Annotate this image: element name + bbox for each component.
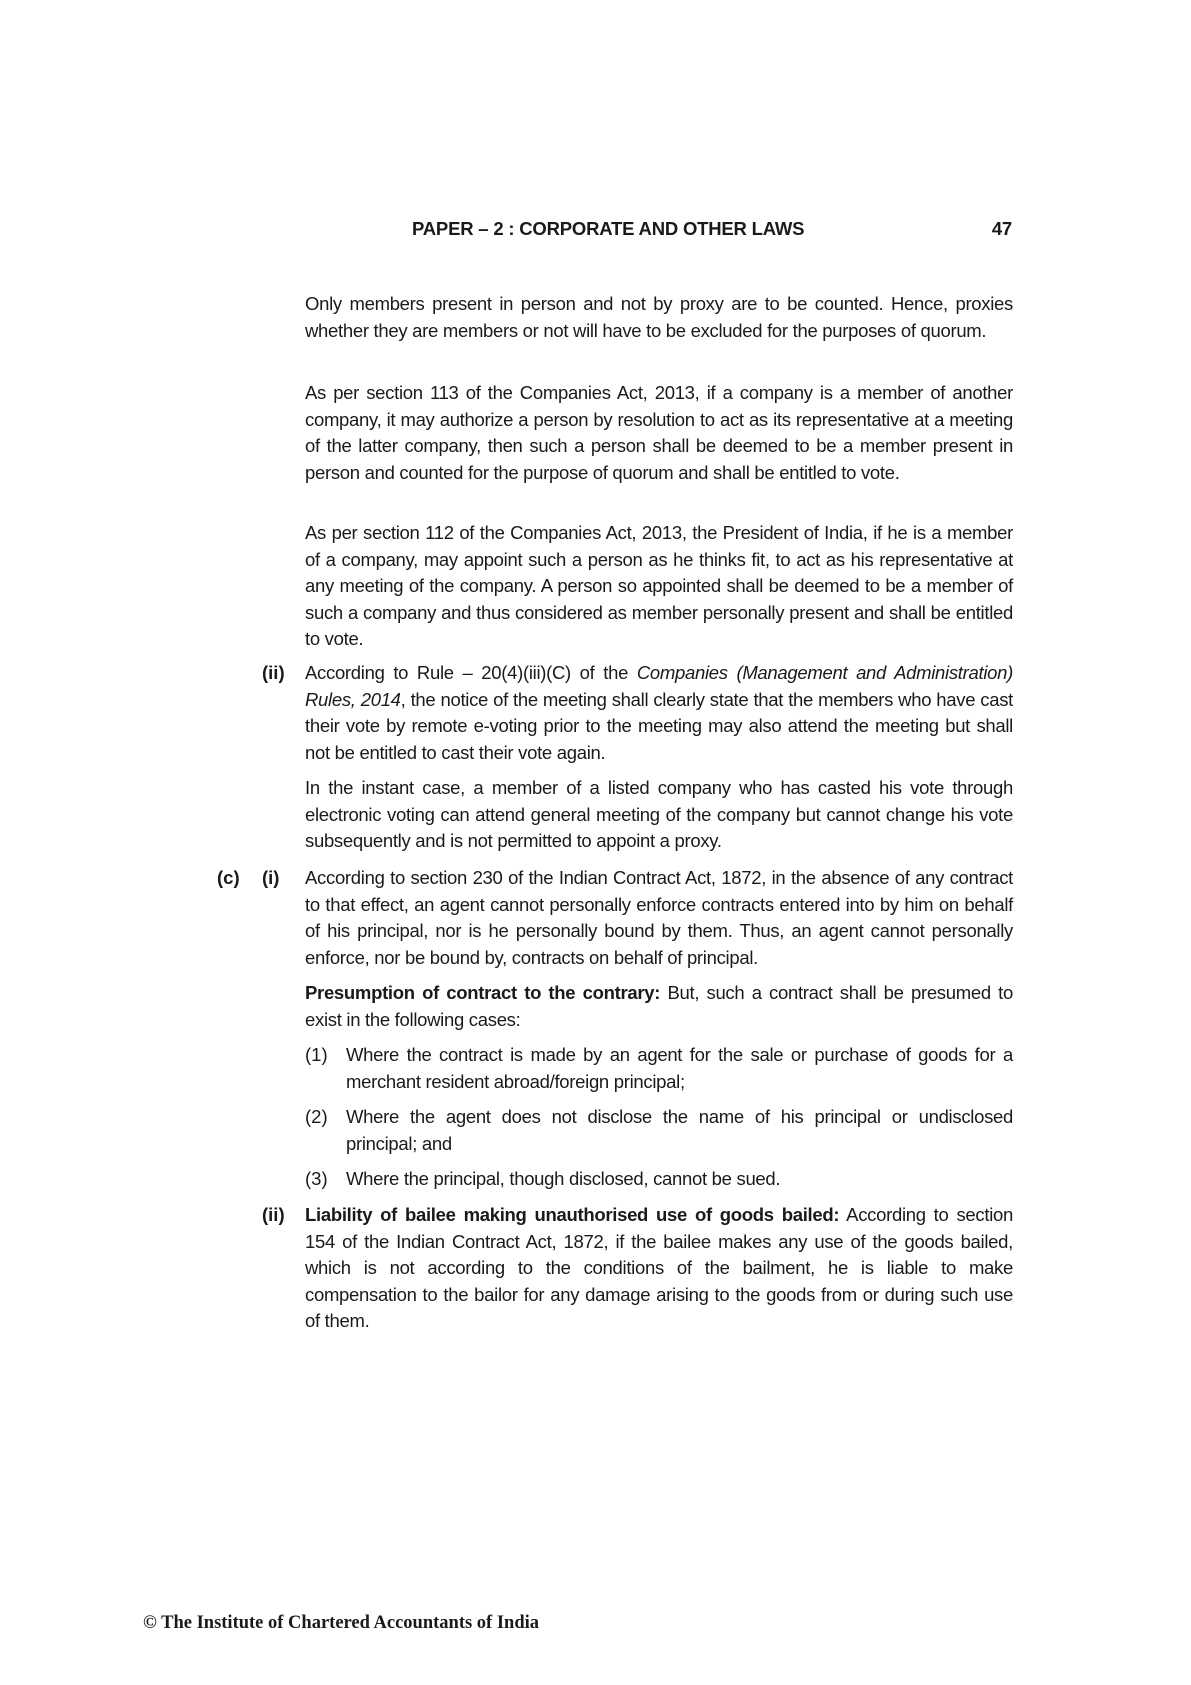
- page-header: [300, 218, 1012, 244]
- paragraph-instant-case: In the instant case, a member of a listed company who has casted his vote through electronic voting can attend general meeting of the company but cannot change his vote subsequently and is not permitted to appoint a proxy.: [305, 777, 1013, 851]
- page-header-title: PAPER – 2 : CORPORATE AND OTHER LAWS: [412, 218, 805, 239]
- copyright-footer: © The Institute of Chartered Accountants of India: [143, 1613, 540, 1633]
- paragraph-section-154: Liability of bailee making unauthorised use of goods bailed: According to section 154 of the Indian Contract Act, 1872, if the bailee makes any use of the goods bailed, which is not according to the conditions of the bailment, he is liable to make compensation to the bailor for any damage arising to the goods from or during such use of them.: [305, 1204, 1013, 1331]
- item-label-c-ii: (ii): [262, 1204, 285, 1225]
- list-item: Where the agent does not disclose the name of his principal or undisclosed principal; and: [346, 1106, 1013, 1154]
- paragraph-section-230: According to section 230 of the Indian Contract Act, 1872, in the absence of any contract to that effect, an agent cannot personally enforce contracts entered into by him on behalf of his principal, nor is he personally bound by them. Thus, an agent cannot personally enforce, nor be bound by, contracts on behalf of principal.: [305, 867, 1013, 968]
- item-label-c-i: (i): [262, 867, 280, 888]
- presumption-heading: Presumption of contract to the contrary:: [305, 982, 661, 1003]
- list-number: (1): [305, 1044, 328, 1065]
- paragraph-section-113: As per section 113 of the Companies Act, 2013, if a company is a member of another company, it may authorize a person by resolution to act as its representative at a meeting of the latter company, then such a person shall be deemed to be a member present in person and counted for the purpose of quorum and shall be entitled to vote.: [305, 382, 1013, 483]
- paragraph-rule-20: According to Rule – 20(4)(iii)(C) of the Companies (Management and Administration) Rules, 2014, the notice of the meeting shall clearly state that the members who have cast their vote by remote e-voting prior to the meeting may also attend the meeting but shall not be entitled to cast their vote again.: [305, 662, 1013, 763]
- page-number: 47: [991, 218, 1012, 239]
- bailee-heading: Liability of bailee making unauthorised use of goods bailed:: [305, 1204, 840, 1225]
- item-label-b-ii: (ii): [262, 662, 285, 683]
- paragraph-presumption: Presumption of contract to the contrary: But, such a contract shall be presumed to exist in the following cases:: [305, 982, 1014, 1030]
- list-number: (2): [305, 1106, 328, 1127]
- list-item: Where the contract is made by an agent for the sale or purchase of goods for a merchant resident abroad/foreign principal;: [346, 1044, 1013, 1092]
- rules-title: Companies (Management and Administration) Rules, 2014: [305, 662, 1013, 710]
- paragraph-proxies: Only members present in person and not by proxy are to be counted. Hence, proxies whether they are members or not will have to be excluded for the purposes of quorum.: [305, 293, 1013, 341]
- section-label-c: (c): [217, 867, 240, 888]
- paragraph-section-112: As per section 112 of the Companies Act, 2013, the President of India, if he is a member of a company, may appoint such a person as he thinks fit, to act as his representative at any meeting of the company. A person so appointed shall be deemed to be a member of such a company and thus considered as member personally present and shall be entitled to vote.: [305, 522, 1013, 649]
- list-item: Where the principal, though disclosed, cannot be sued.: [346, 1168, 781, 1189]
- list-number: (3): [305, 1168, 328, 1189]
